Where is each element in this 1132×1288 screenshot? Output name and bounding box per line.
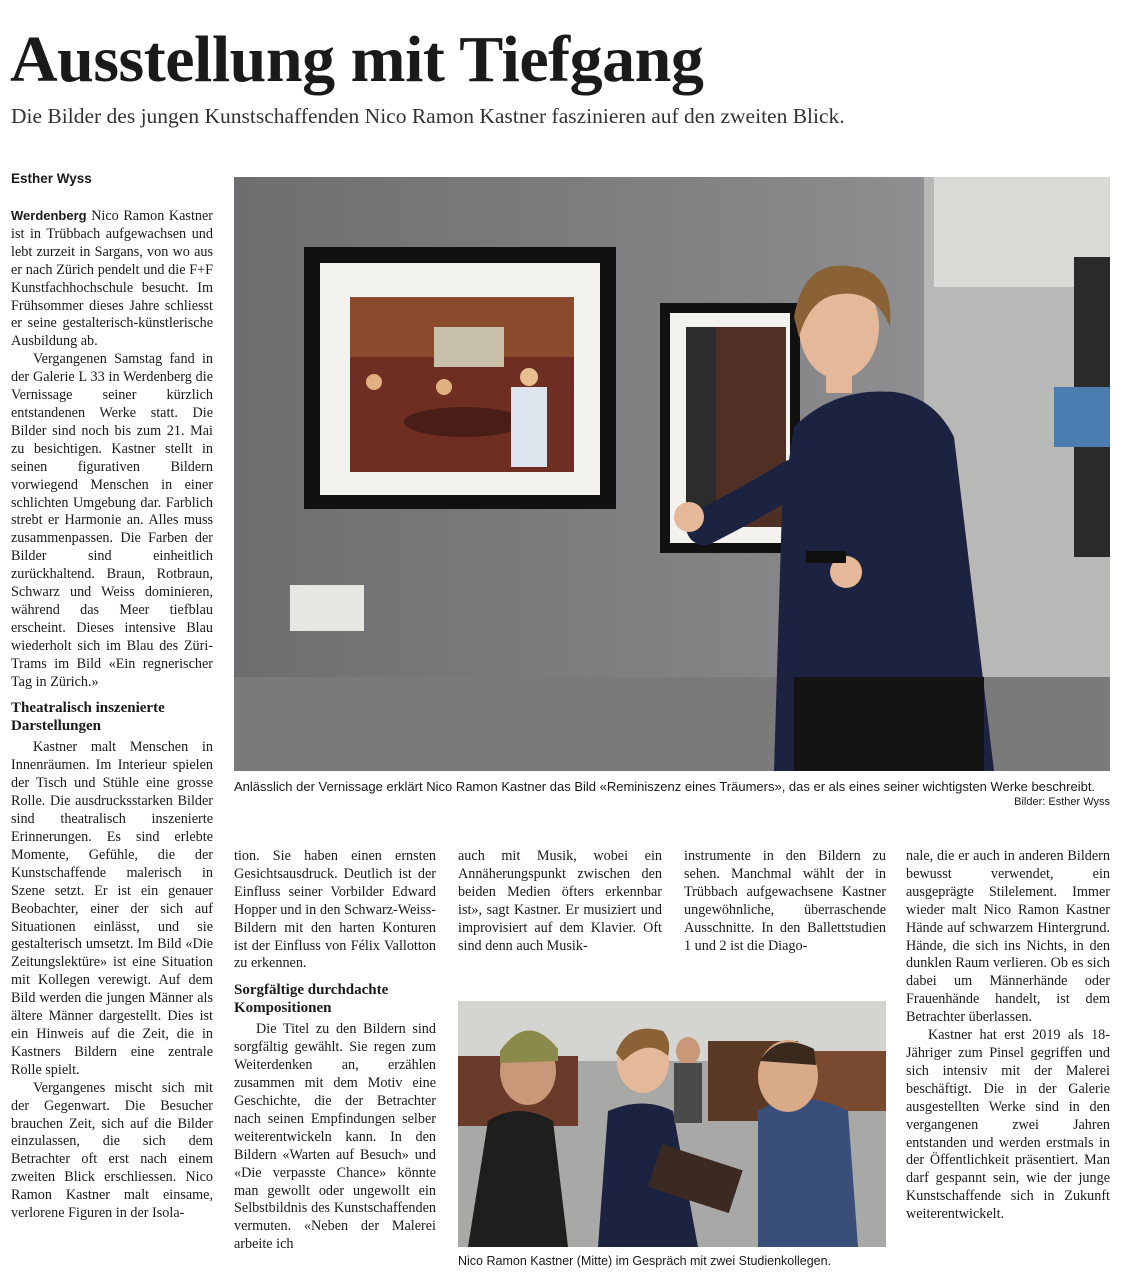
text-column-5 (906, 848, 1110, 1224)
second-photo-caption: Nico Ramon Kastner (Mitte) im Gespräch mit zwei Studienkollegen. (458, 1254, 832, 1268)
main-photo (234, 177, 1110, 771)
paragraph: auch mit Musik, wobei ein Annäherungspunkt zwischen den beiden Medien öfters erkennbar ist», sagt Kastner. Er musiziert und improvisiert auf dem Klavier. Oft sind denn auch Musik- (458, 848, 662, 954)
headline: Ausstellung mit Tiefgang (10, 23, 704, 96)
subtitle: Die Bilder des jungen Kunstschaffenden Nico Ramon Kastner faszinieren auf den zweiten Blick. (11, 104, 845, 128)
second-photo (458, 1001, 886, 1247)
text-column-2 (234, 848, 436, 1254)
subheading: Sorgfältige durchdachte Kompositionen (234, 982, 389, 1017)
text-column-1 (11, 207, 213, 1223)
paragraph: Kastner malt Menschen in Innenräumen. Im Interieur spielen der Tisch und Stühle eine grosse Rolle. Die ausdrucksstarken Bilder sind theatralisch inszenierte Erinnerungen. Es sind erlebte Momente, Gefühle, die der Kunstschaffende malerisch in Szene setzt. Er ist ein genauer Beobachter, einer der sich auf Situationen einlässt, und sie gestalterisch umsetzt. Im Bild «Die Zeitungslektüre» ist eine Situation mit Kollegen verewigt. Auf dem Bild werden die jungen Männer als ältere Männer dargestellt. Dies ist ein Hinweis auf die Zeit, die in Kastners Bildern eine zentrale Rolle spielt. (11, 739, 213, 1078)
paragraph: nale, die er auch in anderen Bildern bewusst verwendet, ein ausgeprägte Stilelement. Immer wieder malt Nico Ramon Kastner Hände auf schwarzem Hintergrund. Hände, die sich ins Nichts, in den dunklen Raum verlieren. Ob es sich dabei um Männerhände oder Frauenhände handelt, ist dem Betrachter überlassen. (906, 848, 1110, 1026)
paragraph: tion. Sie haben einen ernsten Gesichtsausdruck. Deutlich ist der Einfluss seiner Vorbilder Edward Hopper und in den Schwarz-Weiss-Bildern mit den harten Konturen ist der Einfluss von Félix Vallotton zu erkennen. (234, 848, 436, 972)
paragraph: Nico Ramon Kastner ist in Trübbach aufgewachsen und lebt zurzeit in Sargans, von wo aus er nach Zürich pendelt und die F+F Kunstfachhochschule besucht. Im Frühsommer dieses Jahre schliesst er seine gestalterisch-künstlerische Ausbildung ab. (11, 208, 214, 350)
main-photo-caption: Anlässlich der Vernissage erklärt Nico Ramon Kastner das Bild «Reminiszenz eines Träumers», das er als eines seiner wichtigsten Werke beschreibt. (234, 779, 1096, 794)
paragraph: instrumente in den Bildern zu sehen. Manchmal wählt der in Trübbach aufgewachsene Kastner ungewöhnliche, überraschende Ausschnitte. In den Ballettstudien 1 und 2 ist die Diago- (684, 848, 886, 954)
paragraph: Vergangenen Samstag fand in der Galerie L 33 in Werdenberg die Vernissage seiner kürzlich entstandenen Werke statt. Die Bilder sind noch bis zum 21. Mai zu besichtigen. Kastner stellt in seinen figurativen Bildern vorwiegend Menschen in einer schlichten Umgebung dar. Farblich strebt er Harmonie an. Alles muss zusammenpassen. Die Farben der Bilder sind einheitlich zurückhaltend. Braun, Rotbraun, Schwarz und Weiss dominieren, während das Meer tiefblau erscheint. Dieses intensive Blau wiederholt sich im Blau des Züri-Trams im Bild «Ein regnerischer Tag in Zürich.» (11, 351, 213, 690)
paragraph: Vergangenes mischt sich mit der Gegenwart. Die Besucher brauchen Zeit, sich auf die Bilder einzulassen, die sich dem Betrachter oft erst nach einem zweiten Blick erschliessen. Nico Ramon Kastner malt einsame, verlorene Figuren in der Isola- (11, 1079, 213, 1222)
author-byline: Esther Wyss (11, 171, 92, 186)
subheading: Theatralisch inszenierte Darstellungen (11, 700, 165, 735)
text-column-4 (684, 848, 886, 955)
dateline: Werdenberg (11, 208, 87, 223)
photo-credit: Bilder: Esther Wyss (1014, 796, 1110, 808)
paragraph: Die Titel zu den Bildern sind sorgfältig gewählt. Sie regen zum Weiterdenken an, erzählen zusammen mit dem Motiv eine Geschichte, die der Betrachter nach seinen Empfindungen selber weiterentwickeln kann. In den Bildern «Warten auf Besuch» und «Die verpasste Chance» könnte man gewollt oder ungewollt ein Selbstbildnis des Kunstschaffenden vermuten. «Neben der Malerei arbeite ich (234, 1021, 436, 1253)
text-column-3 (458, 848, 662, 955)
paragraph: Kastner hat erst 2019 als 18-Jähriger zum Pinsel gegriffen und sich intensiv mit der Malerei beschäftigt. Die in der Galerie ausgestellten Werke sind in den vergangenen zwei Jahren entstanden und werden erstmals in der Öffentlichkeit präsentiert. Man darf gespannt sein, wie der junge Kunstschaffende sich in Zukunft weiterentwickelt. (906, 1027, 1110, 1223)
